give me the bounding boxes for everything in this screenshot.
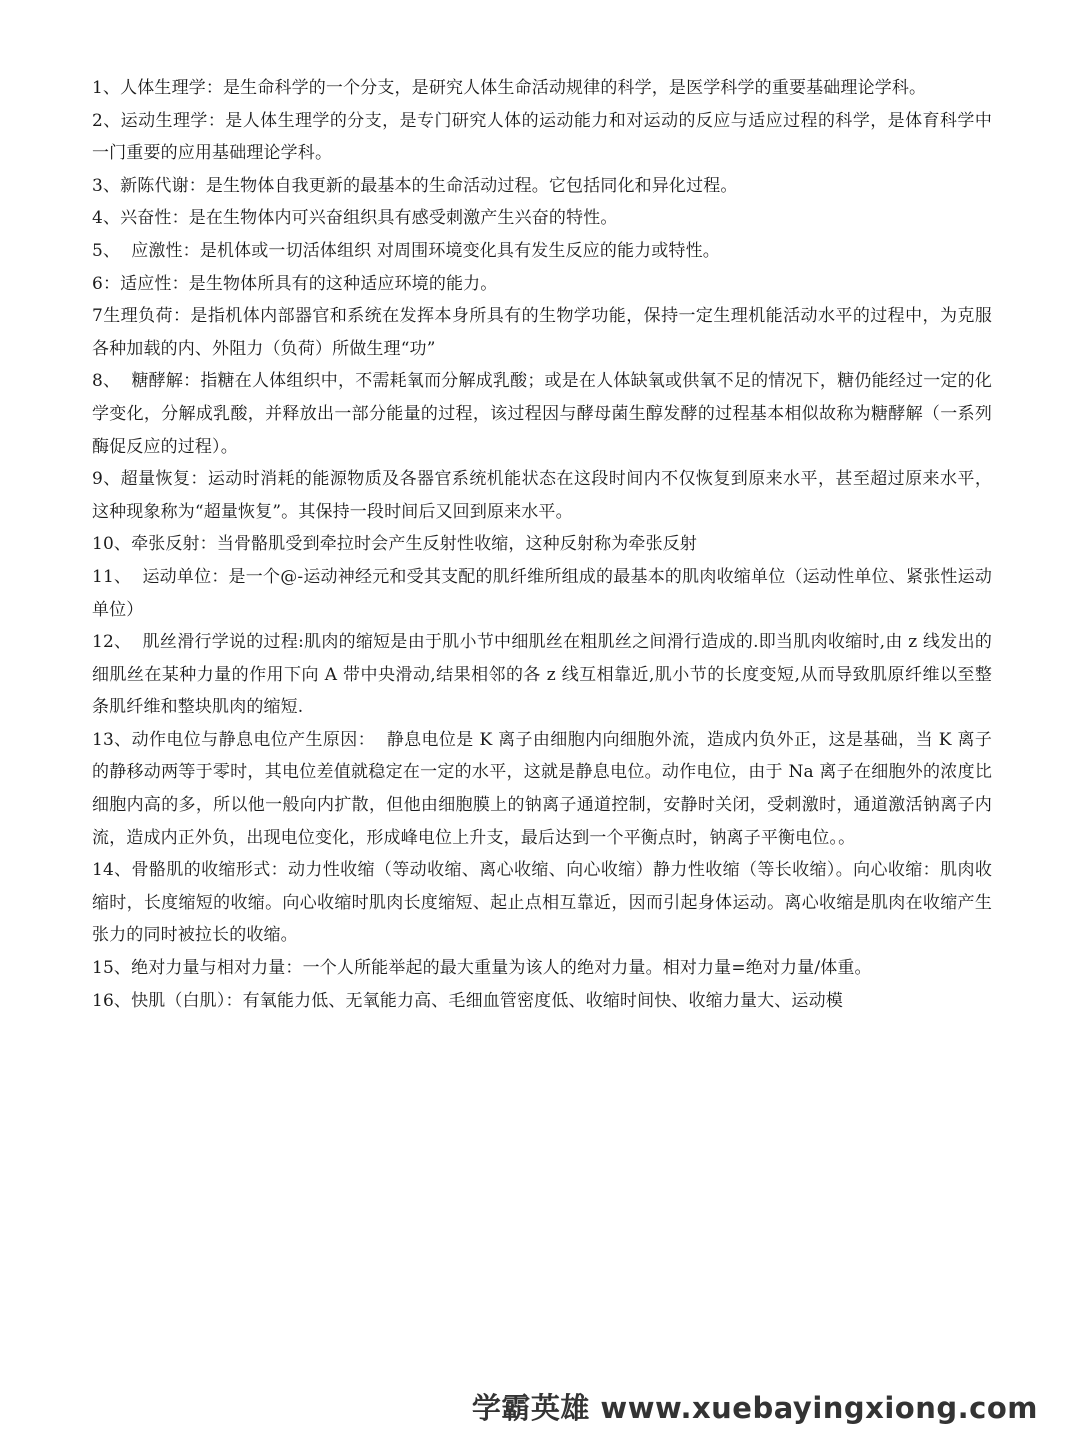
definition-entry-11: 11、 运动单位：是一个@-运动神经元和受其支配的肌纤维所组成的最基本的肌肉收缩单位（运动性单位、紧张性运动单位） — [92, 566, 992, 620]
definition-entry-16: 16、快肌（白肌）：有氧能力低、无氧能力高、毛细血管密度低、收缩时间快、收缩力量大、运动模 — [92, 990, 843, 1011]
definition-entry-6: 6：适应性：是生物体所具有的这种适应环境的能力。 — [92, 273, 498, 294]
definition-entry-13: 13、动作电位与静息电位产生原因： 静息电位是 K 离子由细胞内向细胞外流，造成内负外正，这是基础，当 K 离子的静移动两等于零时，其电位差值就稳定在一定的水平，这就是静息电位。动作电位，由于 Na 离子在细胞外的浓度比细胞内高的多，所以他一般向内扩散，但他由细胞膜上的钠离子通道控制，安静时关闭，受刺激时，通道激活钠离子内流，造成内正外负，出现电位变化，形成峰电位上升支，最后达到一个平衡点时，钠离子平衡电位。。 — [92, 729, 992, 848]
definition-entry-5: 5、 应激性：是机体或一切活体组织 对周围环境变化具有发生反应的能力或特性。 — [92, 240, 720, 261]
definition-entry-2: 2、运动生理学：是人体生理学的分支，是专门研究人体的运动能力和对运动的反应与适应过程的科学，是体育科学中一门重要的应用基础理论学科。 — [92, 110, 992, 164]
definition-entry-1: 1、人体生理学：是生命科学的一个分支，是研究人体生命活动规律的科学，是医学科学的重要基础理论学科。 — [92, 78, 927, 98]
definition-entry-3: 3、新陈代谢：是生物体自我更新的最基本的生命活动过程。它包括同化和异化过程。 — [92, 175, 738, 196]
definition-entry-7: 7生理负荷：是指机体内部器官和系统在发挥本身所具有的生物学功能，保持一定生理机能活动水平的过程中，为克服各种加载的内、外阻力（负荷）所做生理“功” — [92, 306, 992, 359]
document-body — [92, 72, 992, 1017]
site-watermark: 学霸英雄 www.xuebayingxiong.com — [471, 1391, 1038, 1425]
definition-entry-9: 9、超量恢复：运动时消耗的能源物质及各器官系统机能状态在这段时间内不仅恢复到原来水平，甚至超过原来水平，这种现象称为“超量恢复”。其保持一段时间后又回到原来水平。 — [92, 469, 992, 522]
definition-entry-4: 4、兴奋性：是在生物体内可兴奋组织具有感受刺激产生兴奋的特性。 — [92, 208, 618, 229]
definition-entry-10: 10、牵张反射：当骨骼肌受到牵拉时会产生反射性收缩，这种反射称为牵张反射 — [92, 534, 698, 555]
definition-entry-15: 15、绝对力量与相对力量：一个人所能举起的最大重量为该人的绝对力量。相对力量=绝对力量/体重。 — [92, 958, 872, 979]
definition-entry-14: 14、骨骼肌的收缩形式：动力性收缩（等动收缩、离心收缩、向心收缩）静力性收缩（等长收缩）。向心收缩：肌肉收缩时，长度缩短的收缩。向心收缩时肌肉长度缩短、起止点相互靠近，因而引起身体运动。离心收缩是肌肉在收缩产生张力的同时被拉长的收缩。 — [92, 860, 992, 946]
definition-entry-12: 12、 肌丝滑行学说的过程:肌肉的缩短是由于肌小节中细肌丝在粗肌丝之间滑行造成的.即当肌肉收缩时,由 z 线发出的细肌丝在某种力量的作用下向 A 带中央滑动,结果相邻的各 z 线互相靠近,肌小节的长度变短,从而导致肌原纤维以至整条肌纤维和整块肌肉的缩短. — [92, 632, 992, 718]
definition-entry-8: 8、 糖酵解：指糖在人体组织中，不需耗氧而分解成乳酸；或是在人体缺氧或供氧不足的情况下，糖仍能经过一定的化学变化，分解成乳酸，并释放出一部分能量的过程，该过程因与酵母菌生醇发酵的过程基本相似故称为糖酵解（一系列酶促反应的过程）。 — [92, 371, 992, 457]
